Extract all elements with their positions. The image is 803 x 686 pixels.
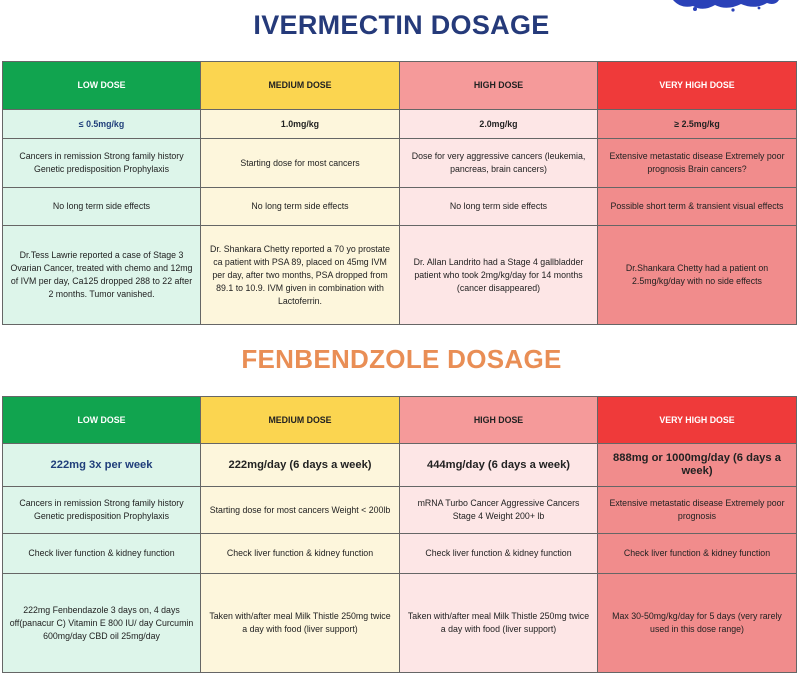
- high-dose-value: 444mg/day (6 days a week): [400, 444, 598, 487]
- dose-row: [3, 444, 797, 487]
- medium-dose-monitoring: Check liver function & kidney function: [201, 534, 400, 574]
- high-dose-regimen: Taken with/after meal Milk Thistle 250mg twice a day with food (liver support): [400, 574, 598, 673]
- dose-row: [3, 110, 797, 139]
- low-dose-case: Dr.Tess Lawrie reported a case of Stage 3 Ovarian Cancer, treated with chemo and 12mg of IVM per day, Ca125 dropped 288 to 22 after 2 months. Tumor vanished.: [3, 226, 201, 325]
- medium-dose-regimen: Taken with/after meal Milk Thistle 250mg twice a day with food (liver support): [201, 574, 400, 673]
- low-dose-value: 222mg 3x per week: [3, 444, 201, 487]
- high-dose-monitoring: Check liver function & kidney function: [400, 534, 598, 574]
- very-high-dose-side-effects: Possible short term & transient visual effects: [598, 188, 797, 226]
- side-effects-row: [3, 188, 797, 226]
- high-dose-side-effects: No long term side effects: [400, 188, 598, 226]
- medium-dose-use: Starting dose for most cancers Weight < 200lb: [201, 487, 400, 534]
- ivermectin-dosage-table: [2, 61, 797, 325]
- low-dose-use: Cancers in remission Strong family history Genetic predisposition Prophylaxis: [3, 139, 201, 188]
- high-dose-header: HIGH DOSE: [400, 397, 598, 444]
- low-dose-side-effects: No long term side effects: [3, 188, 201, 226]
- very-high-dose-monitoring: Check liver function & kidney function: [598, 534, 797, 574]
- very-high-dose-header: VERY HIGH DOSE: [598, 397, 797, 444]
- very-high-dose-regimen: Max 30-50mg/kg/day for 5 days (very rarely used in this dose range): [598, 574, 797, 673]
- medium-dose-value: 222mg/day (6 days a week): [201, 444, 400, 487]
- fenbendazole-title: FENBENDZOLE DOSAGE: [241, 344, 562, 374]
- high-dose-use: Dose for very aggressive cancers (leukemia, pancreas, brain cancers): [400, 139, 598, 188]
- high-dose-case: Dr. Allan Landrito had a Stage 4 gallbladder patient who took 2mg/kg/day for 14 months (cancer disappeared): [400, 226, 598, 325]
- low-dose-value: ≤ 0.5mg/kg: [3, 110, 201, 139]
- very-high-dose-header: VERY HIGH DOSE: [598, 62, 797, 110]
- medium-dose-header: MEDIUM DOSE: [201, 62, 400, 110]
- regimen-row: [3, 574, 797, 673]
- very-high-dose-case: Dr.Shankara Chetty had a patient on 2.5mg/kg/day with no side effects: [598, 226, 797, 325]
- case-report-row: [3, 226, 797, 325]
- medium-dose-case: Dr. Shankara Chetty reported a 70 yo prostate ca patient with PSA 89, placed on 45mg IVM per day, after two months, PSA dropped from 89.1 to 10.9. IVM given in combination with Lactoferrin.: [201, 226, 400, 325]
- high-dose-use: mRNA Turbo Cancer Aggressive Cancers Stage 4 Weight 200+ lb: [400, 487, 598, 534]
- medium-dose-header: MEDIUM DOSE: [201, 397, 400, 444]
- fenbendazole-dosage-table: [2, 396, 797, 673]
- use-case-row: [3, 139, 797, 188]
- medium-dose-use: Starting dose for most cancers: [201, 139, 400, 188]
- low-dose-use: Cancers in remission Strong family history Genetic predisposition Prophylaxis: [3, 487, 201, 534]
- very-high-dose-value: ≥ 2.5mg/kg: [598, 110, 797, 139]
- low-dose-regimen: 222mg Fenbendazole 3 days on, 4 days off(panacur C) Vitamin E 800 IU/ day Curcumin 600mg/day CBD oil 25mg/day: [3, 574, 201, 673]
- medium-dose-value: 1.0mg/kg: [201, 110, 400, 139]
- low-dose-header: LOW DOSE: [3, 397, 201, 444]
- header-row: [3, 397, 797, 444]
- monitoring-row: [3, 534, 797, 574]
- medium-dose-side-effects: No long term side effects: [201, 188, 400, 226]
- low-dose-header: LOW DOSE: [3, 62, 201, 110]
- high-dose-value: 2.0mg/kg: [400, 110, 598, 139]
- ivermectin-title: IVERMECTIN DOSAGE: [253, 10, 550, 40]
- high-dose-header: HIGH DOSE: [400, 62, 598, 110]
- use-case-row: [3, 487, 797, 534]
- very-high-dose-use: Extensive metastatic disease Extremely poor prognosis: [598, 487, 797, 534]
- very-high-dose-use: Extensive metastatic disease Extremely poor prognosis Brain cancers?: [598, 139, 797, 188]
- header-row: [3, 62, 797, 110]
- very-high-dose-value: 888mg or 1000mg/day (6 days a week): [598, 444, 797, 487]
- low-dose-monitoring: Check liver function & kidney function: [3, 534, 201, 574]
